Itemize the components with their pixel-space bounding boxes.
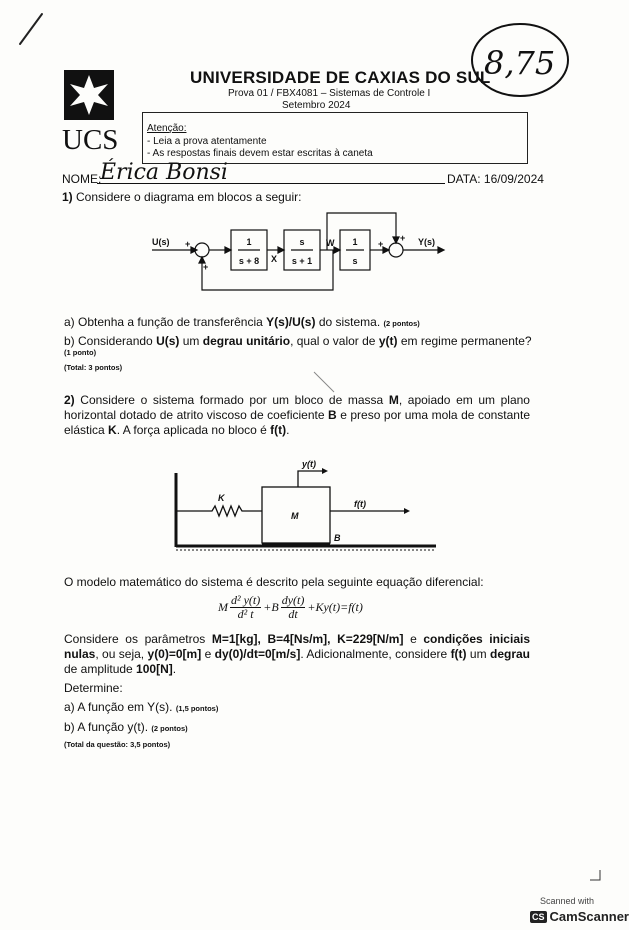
q2-p1-bb: B bbox=[328, 408, 337, 422]
params-h: . bbox=[172, 662, 177, 676]
params-b: e bbox=[403, 632, 424, 646]
friction-label-b: B bbox=[334, 533, 341, 543]
eq-m: M bbox=[218, 600, 228, 614]
q2-item-a bbox=[64, 700, 218, 716]
block3-num: 1 bbox=[352, 237, 358, 247]
q1-b-mid1: um bbox=[179, 334, 203, 348]
q1-b-bold3: y(t) bbox=[378, 334, 398, 348]
q1-a-post: do sistema. bbox=[315, 315, 381, 329]
camscanner-icon: CS bbox=[532, 911, 545, 922]
q2-p1-e: . bbox=[286, 423, 290, 437]
q2-total: (Total da questão: 3,5 pontos) bbox=[64, 740, 171, 749]
force-label: f(t) bbox=[354, 499, 366, 509]
params-bold4: dy(0)/dt=0[m/s] bbox=[214, 647, 301, 661]
q1-item-a bbox=[64, 315, 420, 331]
q2-p1-c: e preso por uma mola de constante elástica bbox=[64, 408, 530, 437]
attention-title: Atenção: bbox=[147, 123, 187, 134]
eq-dy: dy(t) bbox=[281, 593, 305, 607]
q2-p1-k: K bbox=[108, 423, 117, 437]
block2-den: s + 1 bbox=[291, 256, 313, 266]
mass-label-m: M bbox=[291, 511, 299, 521]
input-label: U(s) bbox=[152, 237, 170, 247]
q1-b-text: b) Considerando bbox=[64, 334, 157, 348]
ucs-logo bbox=[64, 70, 114, 120]
q2-p1-b: , apoiado em um plano horizontal dotado de atrito viscoso de coeficiente bbox=[64, 393, 530, 422]
eq-first-derivative bbox=[281, 594, 306, 621]
q2-p1-f: f(t) bbox=[270, 423, 287, 437]
scanner-watermark bbox=[530, 909, 629, 924]
displacement-label: y(t) bbox=[302, 459, 316, 469]
q2-p1-d: . A força aplicada no bloco é bbox=[116, 423, 271, 437]
grade-value: 8,75 bbox=[484, 44, 556, 82]
q2-paragraph bbox=[64, 393, 530, 438]
output-label: Y(s) bbox=[418, 237, 436, 247]
q2-p1-m: M bbox=[388, 393, 399, 407]
block1-den: s + 8 bbox=[238, 256, 260, 266]
params-bold6: degrau bbox=[489, 647, 530, 661]
determine-label: Determine: bbox=[64, 681, 123, 695]
eq-plus-b: +B bbox=[263, 600, 279, 614]
q1-a-points: (2 pontos) bbox=[383, 319, 420, 328]
params-bold7: 100[N] bbox=[136, 662, 173, 676]
params-bold5: f(t) bbox=[450, 647, 467, 661]
spring-label-k: K bbox=[218, 493, 225, 503]
params-bold2: condições iniciais nulas bbox=[64, 632, 530, 661]
sum2-sign-a: + bbox=[378, 239, 384, 249]
q1-number: 1) bbox=[62, 190, 73, 204]
q1-b-points: (1 ponto) bbox=[64, 348, 97, 357]
block2-num: s bbox=[299, 237, 305, 247]
q1-total: (Total: 3 pontos) bbox=[64, 363, 123, 372]
signal-x-label: X bbox=[271, 254, 278, 264]
q1-item-b bbox=[64, 334, 544, 349]
q2-parameters bbox=[64, 632, 530, 677]
eq-second-derivative bbox=[230, 594, 261, 621]
q1-b-bold2: degrau unitário bbox=[202, 334, 291, 348]
q2-a-points: (1,5 pontos) bbox=[175, 704, 219, 713]
params-bold: M=1[kg], B=4[Ns/m], K=229[N/m] bbox=[211, 632, 404, 646]
q2-a-text: a) A função em Y(s). bbox=[64, 700, 173, 714]
exam-date-line: Setembro 2024 bbox=[282, 100, 351, 111]
q2-b-points: (2 pontos) bbox=[151, 724, 188, 733]
exam-line: Prova 01 / FBX4081 – Sistemas de Controle I bbox=[228, 88, 431, 99]
corner-mark bbox=[586, 868, 606, 884]
sum2-sign-b: + bbox=[400, 233, 406, 243]
name-value: Érica Bonsi bbox=[100, 160, 228, 185]
q1-prompt bbox=[62, 190, 301, 205]
star-emblem-icon bbox=[64, 70, 114, 120]
block-diagram bbox=[150, 208, 450, 298]
block1-num: 1 bbox=[246, 237, 252, 247]
scanner-caption: Scanned with bbox=[540, 896, 595, 906]
eq-dt: dt bbox=[288, 607, 298, 621]
q1-b-bold1: U(s) bbox=[156, 334, 180, 348]
attention-item-2: - As respostas finais devem estar escritas à caneta bbox=[147, 148, 373, 159]
q1-b-post: em regime permanente? bbox=[397, 334, 532, 348]
params-f: um bbox=[466, 647, 490, 661]
date-label: DATA: 16/09/2024 bbox=[447, 172, 544, 186]
q2-item-b bbox=[64, 720, 188, 736]
sum1-sign-a: + bbox=[185, 239, 191, 249]
university-title: UNIVERSIDADE DE CAXIAS DO SUL bbox=[190, 68, 491, 87]
q1-text: Considere o diagrama em blocos a seguir: bbox=[76, 190, 302, 204]
pen-stroke bbox=[8, 10, 48, 50]
mass-spring-figure bbox=[170, 455, 438, 555]
params-bold3: y(0)=0[m] bbox=[147, 647, 202, 661]
sum1-sign-b: + bbox=[203, 262, 209, 272]
q1-a-text: a) Obtenha a função de transferência bbox=[64, 315, 267, 329]
name-underline bbox=[97, 183, 445, 184]
eq-d2t: d² t bbox=[237, 607, 254, 621]
params-g: de amplitude bbox=[64, 662, 137, 676]
name-label: NOME: bbox=[62, 172, 102, 186]
params-a: Considere os parâmetros bbox=[64, 632, 212, 646]
q2-b-text: b) A função y(t). bbox=[64, 720, 149, 734]
q2-p1-a: Considere o sistema formado por um bloco de massa bbox=[80, 393, 389, 407]
q1-a-bold: Y(s)/U(s) bbox=[266, 315, 316, 329]
model-intro: O modelo matemático do sistema é descrito pela seguinte equação diferencial: bbox=[64, 575, 484, 589]
eq-rest: +Ky(t)=f(t) bbox=[307, 600, 363, 614]
params-d: e bbox=[201, 647, 215, 661]
attention-item-1: - Leia a prova atentamente bbox=[147, 136, 267, 147]
q2-number: 2) bbox=[64, 393, 75, 407]
block3-den: s bbox=[352, 256, 358, 266]
signal-w-label: W bbox=[326, 238, 335, 248]
logo-text: UCS bbox=[62, 124, 119, 156]
attention-box bbox=[142, 112, 528, 164]
q1-b-mid2: , qual o valor de bbox=[290, 334, 379, 348]
differential-equation bbox=[218, 594, 363, 621]
eq-d2y: d² y(t) bbox=[231, 593, 261, 607]
params-c: , ou seja, bbox=[95, 647, 148, 661]
scanner-brand: CamScanner bbox=[549, 909, 629, 924]
params-e: . Adicionalmente, considere bbox=[300, 647, 451, 661]
